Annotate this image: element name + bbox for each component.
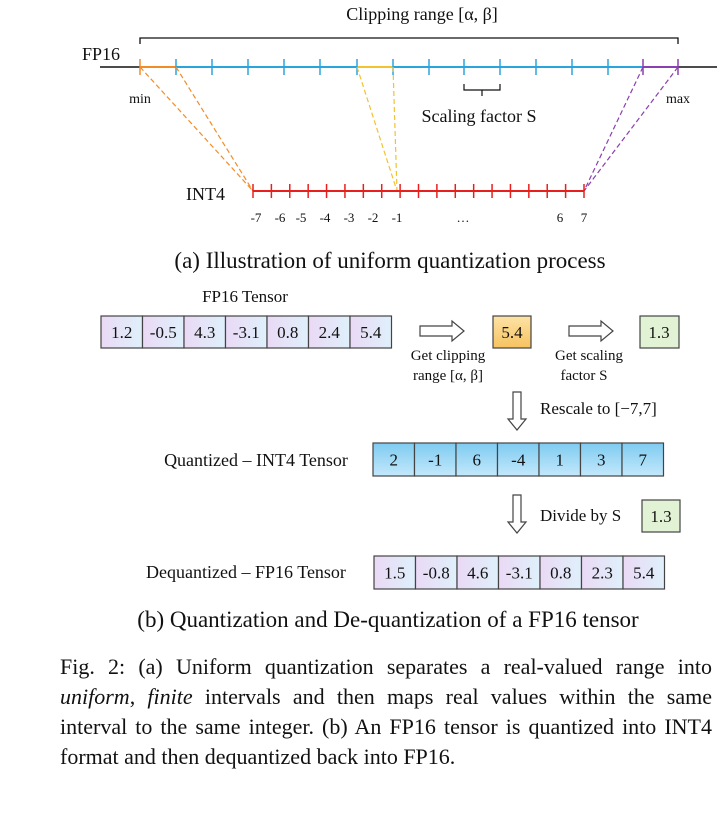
- divide-value: 1.3: [650, 507, 672, 526]
- deq-cell-value: 2.3: [591, 563, 613, 583]
- get-clipping-line1: Get clipping: [410, 348, 486, 364]
- rescale-label: Rescale to [−7,7]: [540, 399, 657, 418]
- int4-tick-label: -4: [319, 210, 331, 225]
- int4-axis-label: INT4: [186, 184, 225, 204]
- min-label: min: [129, 92, 151, 107]
- caption-em-uniform: uniform: [60, 684, 130, 709]
- int4-cell-value: 2: [389, 450, 398, 470]
- fp16-cell-value: 4.3: [194, 323, 216, 342]
- caption-prefix: Fig. 2: (a) Uniform quantization separates a real-valued range into: [60, 654, 712, 679]
- arrow-to-scale: [569, 321, 613, 341]
- fp16-cell-value: 5.4: [360, 323, 382, 342]
- int4-tick-label: 6: [556, 210, 564, 225]
- int4-cell-value: 7: [638, 450, 647, 470]
- int4-tick-label: -6: [274, 210, 286, 225]
- int4-cell-value: 6: [472, 450, 481, 470]
- arrow-to-clip: [420, 321, 464, 341]
- fp16-cell-value: 1.2: [111, 323, 133, 342]
- map-line-max: [584, 67, 643, 191]
- fp16-cell-value: -0.5: [149, 323, 177, 342]
- caption-a: (a) Illustration of uniform quantization process: [174, 248, 606, 273]
- int4-tick-label: -1: [391, 210, 403, 225]
- map-line-max-2: [584, 67, 678, 191]
- fp16-cell-value: 2.4: [318, 323, 340, 342]
- int4-tick-label: 7: [580, 210, 588, 225]
- deq-cell-value: 1.5: [384, 563, 406, 583]
- clipping-range-brace: [140, 38, 678, 44]
- fp16-tensor-row: [101, 316, 392, 348]
- divide-label: Divide by S: [540, 506, 622, 525]
- quantized-label: Quantized – INT4 Tensor: [164, 450, 348, 470]
- deq-cell-value: 4.6: [467, 563, 489, 583]
- int4-tick-label: -2: [367, 210, 379, 225]
- dequantized-tensor-row: [374, 556, 665, 589]
- int4-tick-label: …: [456, 210, 470, 225]
- scaling-factor-bracket: [464, 84, 500, 90]
- map-line-minus1: [357, 67, 397, 191]
- clip-value: 5.4: [501, 323, 523, 342]
- map-line-minus1-2: [393, 67, 397, 191]
- fp16-axis-label: FP16: [82, 44, 121, 64]
- quantized-tensor-row: [373, 443, 664, 476]
- int4-tick-label: -7: [250, 210, 262, 225]
- arrow-rescale: [508, 392, 526, 430]
- int4-cell-value: -1: [428, 450, 443, 470]
- deq-cell-value: 5.4: [633, 563, 655, 583]
- deq-cell-value: 0.8: [550, 563, 572, 583]
- int4-tick-labels: [251, 210, 588, 225]
- int4-tick-label: -5: [295, 210, 307, 225]
- caption-suffix: intervals and then maps real values within the same interval to the same integer. (b) An FP16 tensor is quantized into INT4 format and then dequantized back into FP16.: [60, 684, 713, 769]
- caption-b: (b) Quantization and De-quantization of a FP16 tensor: [137, 607, 639, 632]
- scaling-factor-label: Scaling factor S: [421, 106, 537, 126]
- fp16-cell-value: 0.8: [277, 323, 299, 342]
- get-scaling-line2: factor S: [560, 368, 608, 384]
- int4-cell-value: 3: [597, 450, 606, 470]
- map-line-min-2: [176, 67, 253, 191]
- fp16-cell-value: -3.1: [232, 323, 260, 342]
- fp16-tensor-label: FP16 Tensor: [202, 287, 288, 306]
- deq-cell-value: -0.8: [422, 563, 450, 583]
- int4-cell-value: 1: [555, 450, 564, 470]
- deq-cell-value: -3.1: [505, 563, 533, 583]
- caption-em-finite: finite: [147, 684, 193, 709]
- map-line-min: [140, 67, 253, 191]
- max-label: max: [665, 92, 691, 107]
- get-clipping-line2: range [α, β]: [412, 368, 484, 384]
- dequantized-label: Dequantized – FP16 Tensor: [146, 562, 346, 582]
- int4-tick-label: -3: [343, 210, 355, 225]
- scale-value: 1.3: [648, 323, 670, 342]
- clipping-range-label: Clipping range [α, β]: [346, 4, 498, 24]
- arrow-divide: [508, 495, 526, 533]
- int4-cell-value: -4: [511, 450, 526, 470]
- caption-mid: ,: [129, 684, 148, 709]
- get-scaling-line1: Get scaling: [555, 348, 623, 364]
- figure-caption: [60, 652, 712, 772]
